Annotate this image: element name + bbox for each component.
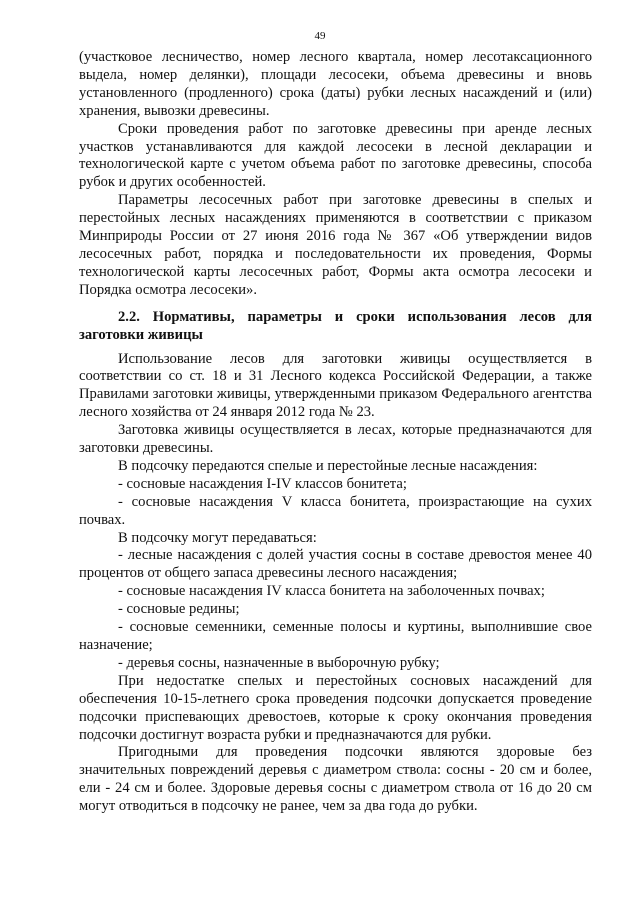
paragraph-lease-deadlines: Сроки проведения работ по заготовке древесины при аренде лесных участков устанавливаются для каждой лесосеки в лесной декларации и технологической карте с учетом объема работ по заготовке древесины, способа рубок и других особенностей. xyxy=(79,120,592,191)
page-number: 49 xyxy=(314,30,326,42)
paragraph-suitable-trees: Пригодными для проведения подсочки являются здоровые без значительных повреждений деревья с диаметром ствола: сосны - 20 см и более, ели - 24 см и более. Здоровые деревья сосны с диаметром ствола от 16 до 20 см могут отводиться в подсочку не ранее, чем за два года до рубки. xyxy=(79,744,592,815)
paragraph-tapping-may-transfer: В подсочку могут передаваться: xyxy=(118,529,317,546)
paragraph-logging-parameters: Параметры лесосечных работ при заготовке древесины в спелых и перестойных лесных насаждениях применяются в соответствии с приказом Минприроды России от 27 июня 2016 года № 367 «Об утверждении видов лесосечных работ, порядка и последовательности их проведения, Формы технологической карты лесосечных работ, Формы акта осмотра лесосеки и Порядка осмотра лесосеки». xyxy=(79,192,592,298)
paragraph-continuation: (участковое лесничество, номер лесного квартала, номер лесотаксационного выдела, номер делянки), площади лесосеки, объема древесины и вновь установленного (продленного) срока (даты) рубки лесных насаждений и (или) хранения, вывозки древесины. xyxy=(79,49,592,119)
list-item: - сосновые насаждения I-IV классов бонитета; xyxy=(118,475,407,492)
list-item: - сосновые семенники, семенные полосы и куртины, выполнившие свое назначение; xyxy=(79,619,592,653)
list-item: - сосновые насаждения V класса бонитета, произрастающие на сухих почвах. xyxy=(79,493,592,528)
list-item: - сосновые редины; xyxy=(118,601,240,618)
paragraph-tapping-transferred: В подсочку передаются спелые и перестойные лесные насаждения: xyxy=(118,457,538,474)
list-item: - деревья сосны, назначенные в выборочную рубку; xyxy=(118,654,440,671)
paragraph-resin-forests: Заготовка живицы осуществляется в лесах, которые предназначаются для заготовки древесины. xyxy=(79,422,592,457)
page-content xyxy=(79,49,592,816)
paragraph-resin-usage: Использование лесов для заготовки живицы осуществляется в соответствии со ст. 18 и 31 Лесного кодекса Российской Федерации, а также Правилами заготовки живицы, утвержденными приказом Федерального агентства лесного хозяйства от 24 января 2012 года № 23. xyxy=(79,350,592,421)
list-item: - лесные насаждения с долей участия сосны в составе древостоя менее 40 процентов от общего запаса древесины лесного насаждения; xyxy=(79,547,592,582)
section-heading-2-2: 2.2. Нормативы, параметры и сроки использования лесов для заготовки живицы xyxy=(79,308,592,343)
paragraph-shortage: При недостатке спелых и перестойных сосновых насаждений для обеспечения 10-15-летнего срока проведения подсочки допускается проведение подсочки приспевающих древостоев, которые к сроку окончания проведения подсочки достигнут возраста рубки и предназначаются для рубки. xyxy=(79,672,592,743)
list-item: - сосновые насаждения IV класса бонитета на заболоченных почвах; xyxy=(118,583,545,600)
